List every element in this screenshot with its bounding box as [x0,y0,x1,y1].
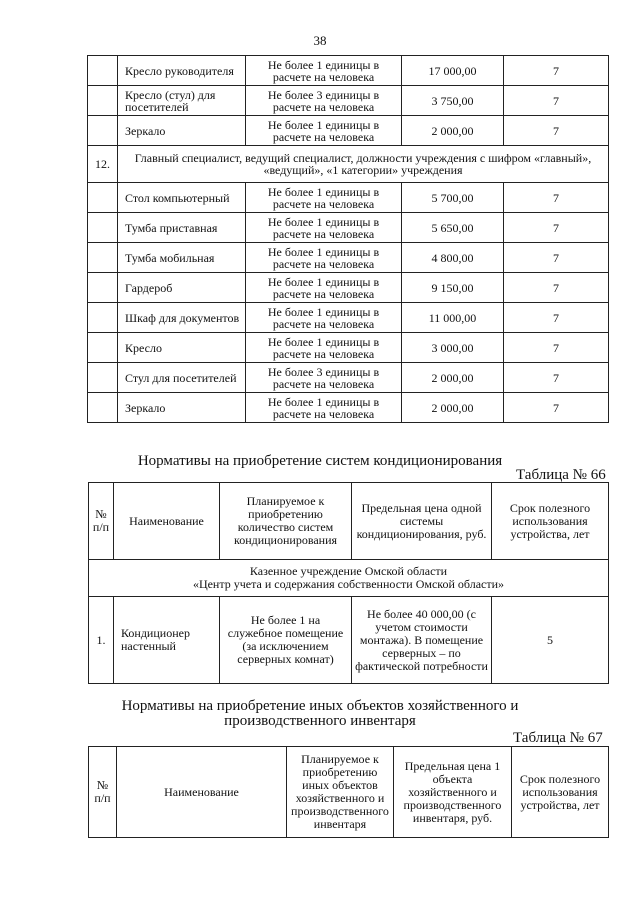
row-norm: Не более 1 единицы в расчете на человека [246,56,402,86]
row-num [88,86,118,116]
row-name: Стол компьютерный [118,183,246,213]
header-price: Предельная цена одной системы кондиционирования, руб. [352,483,492,560]
row-num [88,116,118,146]
row-norm: Не более 3 единицы в расчете на человека [246,86,402,116]
air-conditioning-table [88,482,609,684]
row-price: 11 000,00 [402,303,504,333]
section-number: 12. [88,146,118,183]
table-header-row [89,483,609,560]
table-row [88,303,609,333]
row-num [88,393,118,423]
row-name: Стул для посетителей [118,363,246,393]
row-price: Не более 40 000,00 (с учетом стоимости монтажа). В помещение серверных – по фактической потребности [352,597,492,684]
row-term: 7 [504,303,609,333]
row-norm: Не более 1 единицы в расчете на человека [246,213,402,243]
row-term: 7 [504,56,609,86]
page-number: 38 [313,33,327,48]
header-term: Срок полезного использования устройства, лет [512,747,609,838]
header-name: Наименование [117,747,287,838]
row-name: Кресло (стул) для посетителей [118,86,246,116]
header-term: Срок полезного использования устройства, лет [492,483,609,560]
row-price: 2 000,00 [402,393,504,423]
row-name: Тумба мобильная [118,243,246,273]
table-row [88,273,609,303]
inventory-table [88,746,609,838]
table-row [88,333,609,363]
row-term: 7 [504,363,609,393]
table-row [88,183,609,213]
furniture-norms-table [87,55,609,423]
table-row [88,116,609,146]
header-qty: Планируемое к приобретению количество систем кондиционирования [220,483,352,560]
row-term: 7 [504,393,609,423]
table-row [88,243,609,273]
row-name: Кресло [118,333,246,363]
row-term: 7 [504,273,609,303]
row-num [88,243,118,273]
row-price: 9 150,00 [402,273,504,303]
organization-line1: Казенное учреждение Омской области [249,564,448,578]
row-name: Зеркало [118,393,246,423]
header-name: Наименование [114,483,220,560]
row-price: 5 650,00 [402,213,504,243]
section3-title-line2: производственного инвентаря [224,713,416,729]
row-num [88,273,118,303]
row-norm: Не более 1 единицы в расчете на человека [246,273,402,303]
row-term: 7 [504,243,609,273]
row-price: 17 000,00 [402,56,504,86]
row-name: Тумба приставная [118,213,246,243]
row-num [88,56,118,86]
row-term: 7 [504,116,609,146]
row-qty: Не более 1 на служебное помещение (за исключением серверных комнат) [220,597,352,684]
row-price: 4 800,00 [402,243,504,273]
row-term: 7 [504,86,609,116]
table67-label: Таблица № 67 [513,730,603,746]
row-price: 2 000,00 [402,363,504,393]
row-num [88,363,118,393]
row-term: 7 [504,333,609,363]
row-price: 3 750,00 [402,86,504,116]
section-title: Главный специалист, ведущий специалист, должности учреждения с шифром «главный», «ведущий», «1 категории» учреждения [118,146,609,183]
row-norm: Не более 1 единицы в расчете на человека [246,333,402,363]
table-row [88,393,609,423]
organization-row [89,560,609,597]
row-name: Гардероб [118,273,246,303]
row-num [88,213,118,243]
row-norm: Не более 1 единицы в расчете на человека [246,393,402,423]
header-qty: Планируемое к приобретению иных объектов хозяйственного и производственного инвентаря [287,747,394,838]
row-price: 3 000,00 [402,333,504,363]
header-num: № п/п [89,747,117,838]
row-name: Шкаф для документов [118,303,246,333]
row-norm: Не более 1 единицы в расчете на человека [246,303,402,333]
section-row [88,146,609,183]
organization-line2: «Центр учета и содержания собственности Омской области» [192,577,505,591]
table-row [88,86,609,116]
row-name: Кресло руководителя [118,56,246,86]
section2-title: Нормативы на приобретение систем кондиционирования [137,453,503,469]
row-num [88,333,118,363]
row-name: Кондиционер настенный [114,597,220,684]
table-header-row [89,747,609,838]
row-price: 5 700,00 [402,183,504,213]
table-row [88,56,609,86]
row-term: 7 [504,213,609,243]
table66-label: Таблица № 66 [516,467,606,483]
row-num [88,183,118,213]
row-norm: Не более 1 единицы в расчете на человека [246,116,402,146]
row-norm: Не более 1 единицы в расчете на человека [246,183,402,213]
table-row [88,213,609,243]
row-num [88,303,118,333]
row-name: Зеркало [118,116,246,146]
row-num: 1. [89,597,114,684]
row-term: 5 [492,597,609,684]
header-num: № п/п [89,483,114,560]
row-norm: Не более 1 единицы в расчете на человека [246,243,402,273]
row-norm: Не более 3 единицы в расчете на человека [246,363,402,393]
section3-title-line1: Нормативы на приобретение иных объектов хозяйственного и [121,698,519,714]
row-term: 7 [504,183,609,213]
table-row [88,363,609,393]
row-price: 2 000,00 [402,116,504,146]
organization-name [89,560,609,597]
table-row [89,597,609,684]
header-price: Предельная цена 1 объекта хозяйственного и производственного инвентаря, руб. [394,747,512,838]
